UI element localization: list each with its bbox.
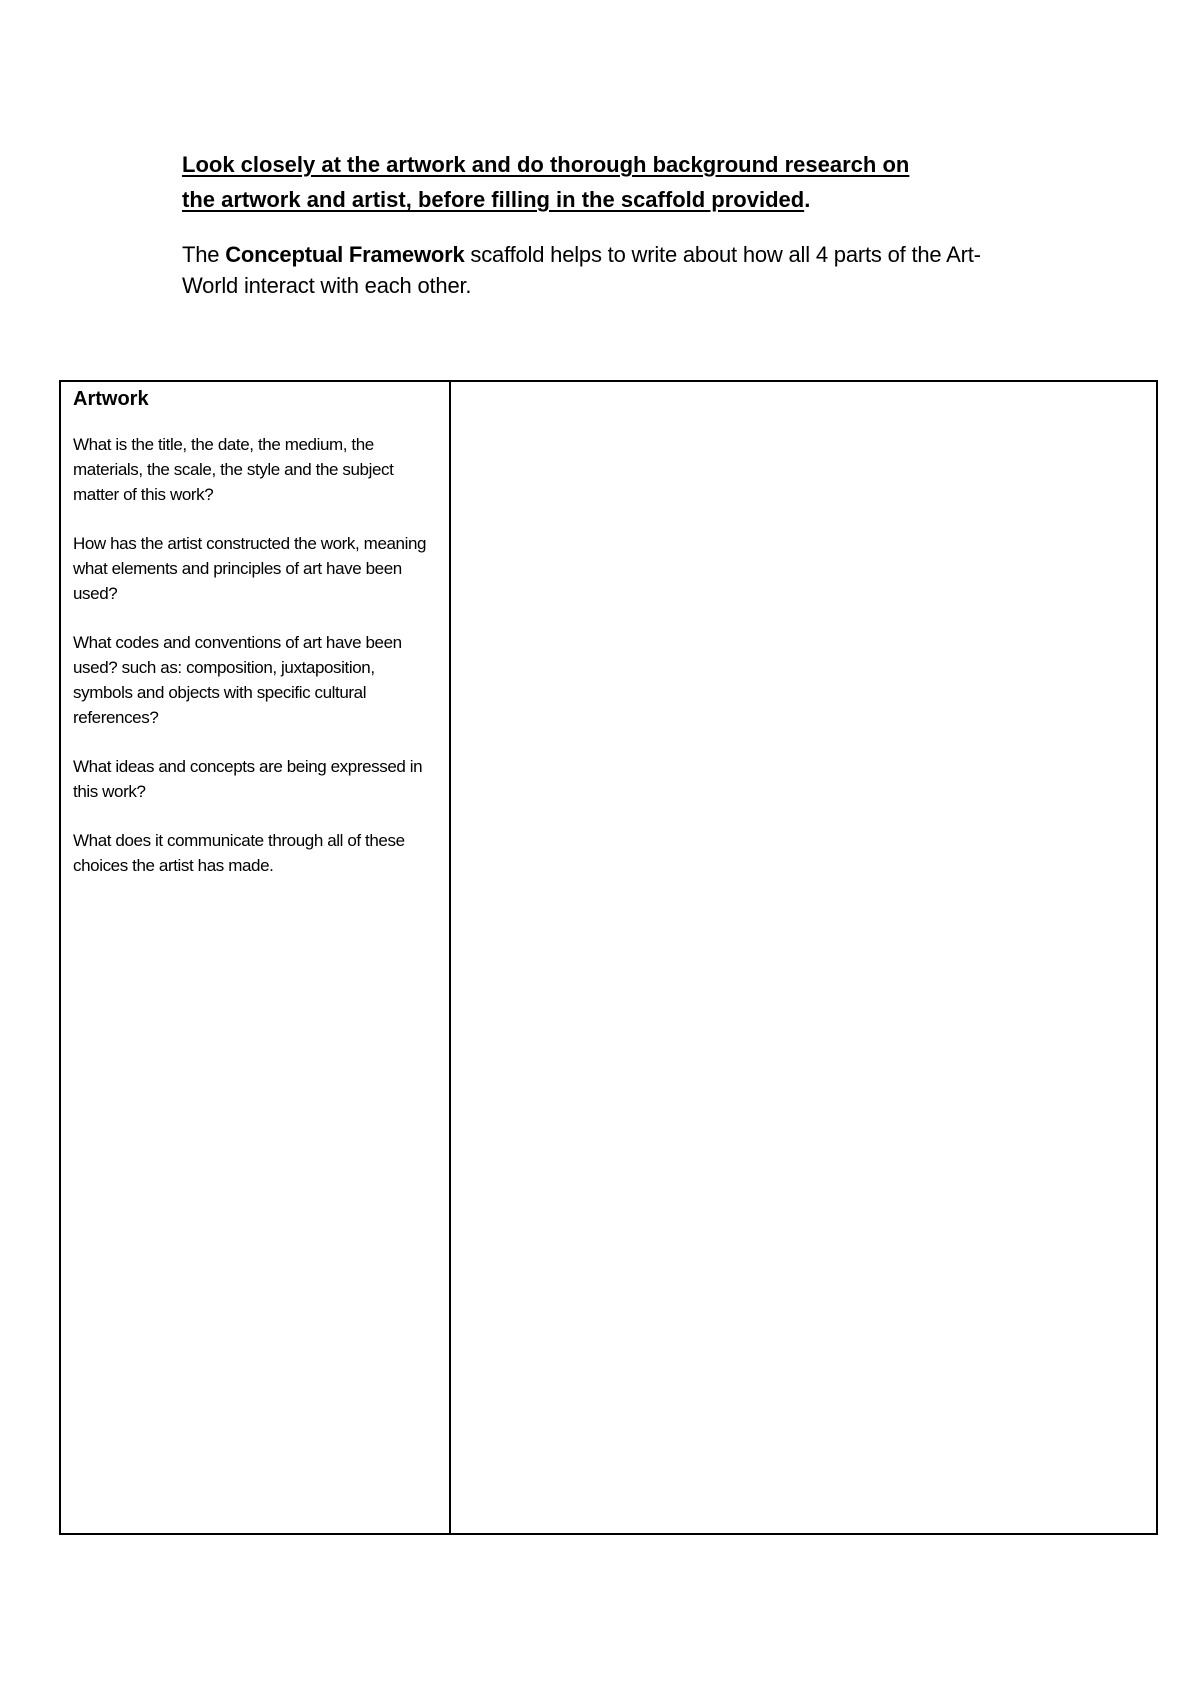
scaffold-row: [60, 381, 1157, 1534]
question-ideas-concepts: What ideas and concepts are being expressed in this work?: [73, 757, 423, 801]
prompt-cell: [60, 381, 450, 1534]
instruction-period: .: [804, 187, 811, 212]
question-subject: What is the title, the date, the medium, the materials, the scale, the style and the subject matter of this work?: [73, 435, 394, 504]
prompt-content: [61, 382, 449, 878]
intro-paragraph: [182, 239, 1022, 301]
intro-prefix: The: [182, 242, 226, 267]
artwork-heading: Artwork: [73, 388, 149, 410]
intro-bold-term: Conceptual Framework: [225, 242, 465, 267]
instruction-line-1: Look closely at the artwork and do thorough background research on: [182, 152, 910, 177]
question-codes-conventions: What codes and conventions of art have been used? such as: composition, juxtaposition, symbols and objects with specific cultural references?: [73, 633, 402, 727]
question-communication: What does it communicate through all of these choices the artist has made.: [73, 831, 405, 875]
instruction-line-2: the artwork and artist, before filling in the scaffold provided: [182, 187, 805, 212]
scaffold-table: [59, 380, 1158, 1535]
intro-suffix: scaffold helps to write about how all 4 parts of the Art-World interact with each other.: [182, 242, 981, 298]
question-construction: How has the artist constructed the work, meaning what elements and principles of art have been used?: [73, 534, 427, 603]
response-cell[interactable]: [450, 381, 1157, 1534]
instruction-heading: [182, 147, 1022, 217]
